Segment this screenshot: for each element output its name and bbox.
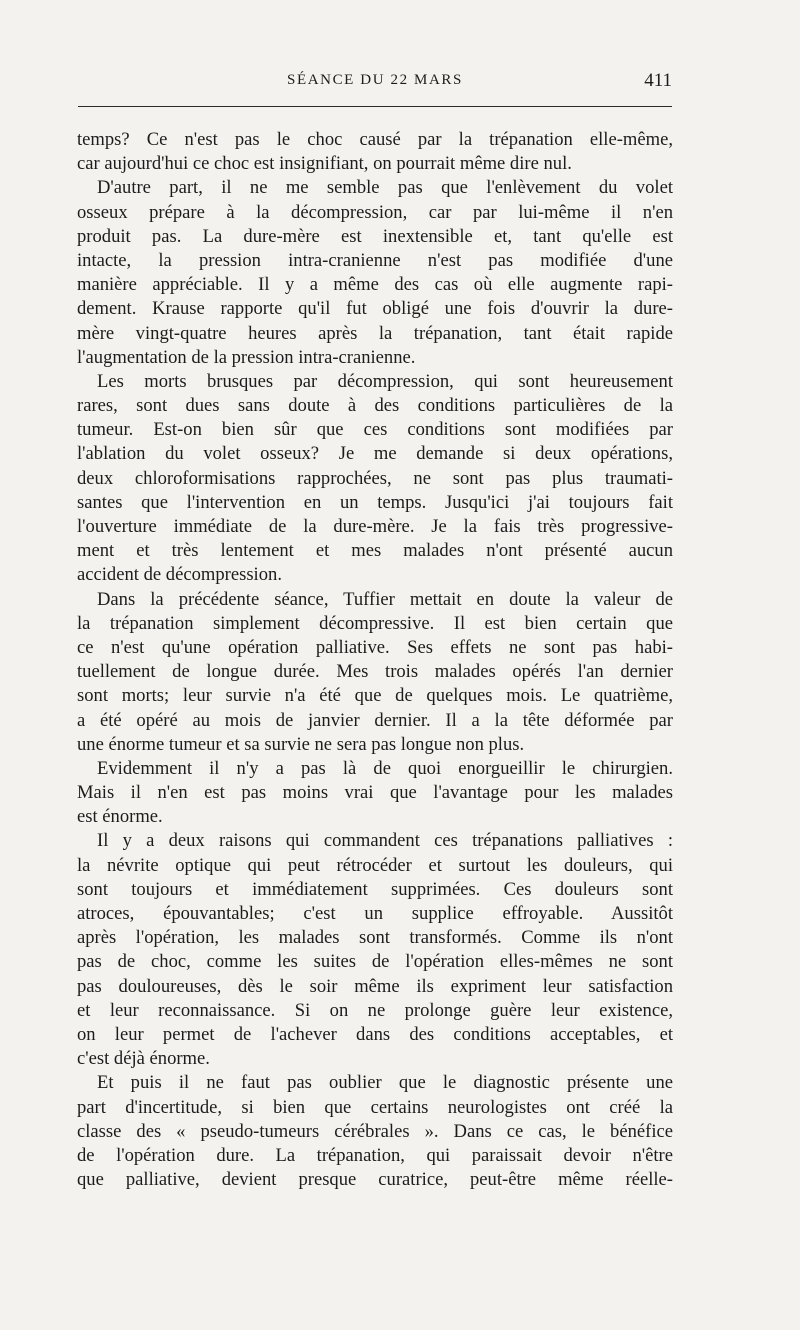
text-line: temps? Ce n'est pas le choc causé par la trépanation elle-même, [77, 129, 673, 150]
text-line: la trépanation simplement décompressive. Il est bien certain que [77, 612, 673, 634]
text-line: Dans la précédente séance, Tuffier mettait en doute la valeur de [97, 588, 673, 610]
text-line: pas de choc, comme les suites de l'opération elles-mêmes ne sont [77, 951, 673, 973]
header-rule [78, 106, 672, 107]
text-line: une énorme tumeur et sa survie ne sera pas longue non plus. [77, 733, 525, 755]
text-line: c'est déjà énorme. [77, 1048, 210, 1070]
text-line: produit pas. La dure-mère est inextensible et, tant qu'elle est [77, 225, 673, 247]
text-line: intacte, la pression intra-cranienne n'est pas modifiée d'une [77, 249, 673, 271]
text-line: dement. Krause rapporte qu'il fut obligé une fois d'ouvrir la dure- [77, 298, 673, 320]
text-line: a été opéré au mois de janvier dernier. Il a la tête déformée par [77, 709, 673, 731]
text-line: osseux prépare à la décompression, car par lui-même il n'en [77, 201, 673, 223]
text-line: Evidemment il n'y a pas là de quoi enorgueillir le chirurgien. [97, 757, 673, 779]
text-line: ce n'est qu'une opération palliative. Ses effets ne sont pas habi- [77, 636, 673, 658]
text-line: Mais il n'en est pas moins vrai que l'avantage pour les malades [77, 782, 673, 804]
text-line: et leur reconnaissance. Si on ne prolonge guère leur existence, [77, 999, 673, 1021]
text-line: pas douloureuses, dès le soir même ils expriment leur satisfaction [77, 975, 673, 997]
text-line: tumeur. Est-on bien sûr que ces conditions sont modifiées par [77, 419, 673, 441]
running-title: SÉANCE DU 22 MARS [287, 72, 463, 88]
text-line: rares, sont dues sans doute à des conditions particulières de la [77, 395, 673, 417]
text-line: que palliative, devient presque curatrice, peut-être même réelle- [77, 1169, 673, 1191]
text-line: l'ablation du volet osseux? Je me demande si deux opérations, [77, 443, 673, 465]
text-line: atroces, épouvantables; c'est un supplice effroyable. Aussitôt [77, 903, 673, 924]
text-line: sont toujours et immédiatement supprimées. Ces douleurs sont [77, 878, 673, 900]
text-line: ment et très lentement et mes malades n'ont présenté aucun [77, 540, 673, 562]
text-line: est énorme. [77, 806, 163, 828]
text-line: Il y a deux raisons qui commandent ces trépanations palliatives : [97, 830, 673, 852]
text-line: de l'opération dure. La trépanation, qui paraissait devoir n'être [77, 1144, 673, 1166]
page-number: 411 [644, 70, 672, 91]
text-line: Et puis il ne faut pas oublier que le diagnostic présente une [97, 1072, 673, 1094]
text-line: l'augmentation de la pression intra-cranienne. [77, 346, 416, 368]
text-line: la névrite optique qui peut rétrocéder et surtout les douleurs, qui [77, 854, 673, 876]
text-line: on leur permet de l'achever dans des conditions acceptables, et [77, 1023, 673, 1045]
text-line: manière appréciable. Il y a même des cas où elle augmente rapi- [77, 274, 673, 296]
text-line: deux chloroformisations rapprochées, ne sont pas plus traumati- [77, 467, 673, 489]
text-line: santes que l'intervention en un temps. Jusqu'ici j'ai toujours fait [77, 491, 673, 513]
text-line: classe des « pseudo-tumeurs cérébrales ». Dans ce cas, le bénéfice [77, 1120, 673, 1142]
text-line: après l'opération, les malades sont transformés. Comme ils n'ont [77, 927, 673, 949]
text-line: tuellement de longue durée. Mes trois malades opérés l'an dernier [77, 661, 673, 683]
page-header [78, 72, 672, 98]
text-line: part d'incertitude, si bien que certains neurologistes ont créé la [77, 1096, 673, 1118]
text-line: accident de décompression. [77, 564, 282, 586]
text-line: l'ouverture immédiate de la dure-mère. Je la fais très progressive- [77, 516, 673, 537]
text-line: mère vingt-quatre heures après la trépanation, tant était rapide [77, 322, 673, 344]
text-line: sont morts; leur survie n'a été que de quelques mois. Le quatrième, [77, 685, 673, 707]
body-text [77, 128, 673, 1192]
text-line: D'autre part, il ne me semble pas que l'enlèvement du volet [97, 177, 673, 199]
text-line: car aujourd'hui ce choc est insignifiant, on pourrait même dire nul. [77, 153, 572, 175]
text-line: Les morts brusques par décompression, qui sont heureusement [97, 370, 673, 392]
